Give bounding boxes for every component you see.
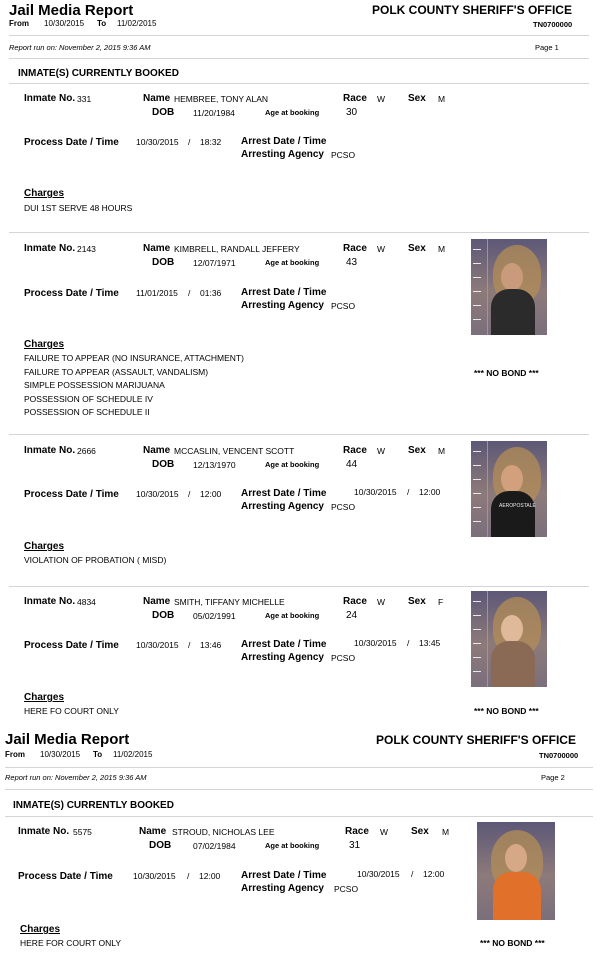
process-slash: / (188, 489, 191, 499)
process-slash: / (188, 288, 191, 298)
race-value: W (377, 94, 386, 104)
arrest-label: Arrest Date / Time (241, 136, 327, 147)
inmate-no-label: Inmate No. (24, 596, 76, 607)
dob-label: DOB (152, 610, 175, 621)
charge-item: HERE FO COURT ONLY (24, 706, 119, 716)
process-date: 11/01/2015 (136, 288, 178, 298)
report-title: Jail Media Report (9, 2, 134, 19)
inmate-name: SMITH, TIFFANY MICHELLE (174, 597, 285, 607)
from-date: 10/30/2015 (44, 19, 85, 28)
age-value: 44 (346, 459, 358, 470)
shirt-logo-text: AEROPOSTALE (499, 503, 536, 509)
process-slash: / (187, 871, 190, 881)
process-time: 12:00 (200, 489, 222, 499)
process-slash: / (188, 137, 191, 147)
charge-item: SIMPLE POSSESSION MARIJUANA (24, 380, 165, 390)
to-label: To (93, 750, 103, 759)
charge-item: VIOLATION OF PROBATION ( MISD) (24, 555, 167, 565)
sex-value: M (438, 94, 446, 104)
report-run: Report run on: November 2, 2015 9:36 AM (5, 773, 147, 782)
agency-value: PCSO (331, 502, 356, 512)
charges-heading: Charges (24, 692, 65, 703)
arrest-label: Arrest Date / Time (241, 488, 327, 499)
sex-label: Sex (408, 243, 426, 254)
race-label: Race (343, 243, 367, 254)
race-value: W (377, 244, 386, 254)
arrest-label: Arrest Date / Time (241, 287, 327, 298)
inmate-no-label: Inmate No. (24, 93, 76, 104)
agency-label: Arresting Agency (241, 149, 324, 160)
page-number: Page 2 (541, 773, 565, 782)
office-name: POLK COUNTY SHERIFF'S OFFICE (376, 733, 576, 747)
from-label: From (5, 750, 25, 759)
mugshot-photo (471, 591, 547, 687)
agency-value: PCSO (334, 884, 359, 894)
header-divider (5, 789, 593, 790)
inmate-no: 2143 (77, 244, 96, 254)
header-divider (9, 35, 589, 36)
bond-status: *** NO BOND *** (474, 706, 539, 716)
arrest-slash: / (407, 638, 410, 648)
charges-heading: Charges (24, 541, 65, 552)
age-value: 31 (349, 840, 361, 851)
arrest-slash: / (411, 869, 414, 879)
agency-value: PCSO (331, 301, 356, 311)
age-label: Age at booking (265, 460, 320, 469)
sex-value: M (438, 446, 446, 456)
process-date: 10/30/2015 (136, 489, 179, 499)
dob-label: DOB (149, 840, 172, 851)
race-label: Race (343, 445, 367, 456)
bond-status: *** NO BOND *** (480, 938, 545, 948)
charge-item: HERE FOR COURT ONLY (20, 938, 122, 948)
charge-item: FAILURE TO APPEAR (ASSAULT, VANDALISM) (24, 366, 209, 377)
race-value: W (377, 446, 386, 456)
age-label: Age at booking (265, 108, 320, 117)
dob-label: DOB (152, 459, 175, 470)
inmate-no: 331 (77, 94, 92, 104)
race-label: Race (343, 93, 367, 104)
inmate-no: 4834 (77, 597, 96, 607)
sex-label: Sex (408, 596, 426, 607)
bond-status: *** NO BOND *** (474, 368, 539, 378)
agency-value: PCSO (331, 653, 356, 663)
arrest-date: 10/30/2015 (354, 638, 397, 648)
age-label: Age at booking (265, 841, 320, 850)
section-title: INMATE(S) CURRENTLY BOOKED (13, 800, 174, 811)
report-title: Jail Media Report (5, 731, 130, 748)
inmate-no: 5575 (73, 827, 92, 837)
race-label: Race (345, 826, 369, 837)
inmate-no-label: Inmate No. (18, 826, 70, 837)
process-time: 13:46 (200, 640, 222, 650)
name-label: Name (143, 243, 171, 254)
header-divider (5, 767, 593, 768)
mugshot-photo (477, 822, 555, 920)
dob-label: DOB (152, 107, 175, 118)
age-value: 30 (346, 107, 358, 118)
process-time: 01:36 (200, 288, 222, 298)
charges-heading: Charges (24, 339, 65, 350)
race-value: W (380, 827, 389, 837)
charge-item: DUI 1ST SERVE 48 HOURS (24, 203, 133, 213)
arrest-time: 12:00 (423, 869, 445, 879)
name-label: Name (139, 826, 167, 837)
inmate-no-label: Inmate No. (24, 243, 76, 254)
arrest-slash: / (407, 487, 410, 497)
page-number: Page 1 (535, 43, 559, 52)
sex-value: F (438, 597, 444, 607)
dob-value: 11/20/1984 (193, 108, 235, 118)
inmate-name: MCCASLIN, VENCENT SCOTT (174, 446, 295, 456)
charges-heading: Charges (24, 188, 65, 199)
name-label: Name (143, 93, 171, 104)
report-run: Report run on: November 2, 2015 9:36 AM (9, 43, 151, 52)
section-divider (5, 816, 593, 817)
process-date: 10/30/2015 (136, 137, 179, 147)
inmate-name: HEMBREE, TONY ALAN (174, 94, 269, 104)
office-name: POLK COUNTY SHERIFF'S OFFICE (372, 3, 572, 17)
race-label: Race (343, 596, 367, 607)
process-date: 10/30/2015 (136, 640, 179, 650)
inmate-name: STROUD, NICHOLAS LEE (172, 827, 275, 837)
charges-heading: Charges (20, 924, 61, 935)
process-label: Process Date / Time (24, 288, 119, 299)
process-slash: / (188, 640, 191, 650)
process-time: 12:00 (199, 871, 221, 881)
dob-value: 12/13/1970 (193, 460, 236, 470)
agency-label: Arresting Agency (241, 652, 324, 663)
dob-value: 12/07/1971 (193, 258, 236, 268)
process-date: 10/30/2015 (133, 871, 176, 881)
inmate-name: KIMBRELL, RANDALL JEFFERY (174, 244, 300, 254)
process-label: Process Date / Time (18, 871, 113, 882)
name-label: Name (143, 596, 171, 607)
age-label: Age at booking (265, 258, 320, 267)
agency-label: Arresting Agency (241, 883, 324, 894)
arrest-time: 13:45 (419, 638, 441, 648)
record-divider (9, 434, 589, 435)
sex-label: Sex (408, 93, 426, 104)
agency-code: TN0700000 (533, 20, 573, 29)
sex-value: M (438, 244, 446, 254)
arrest-label: Arrest Date / Time (241, 639, 327, 650)
sex-label: Sex (411, 826, 429, 837)
dob-value: 05/02/1991 (193, 611, 236, 621)
process-label: Process Date / Time (24, 640, 119, 651)
process-label: Process Date / Time (24, 137, 119, 148)
arrest-date: 10/30/2015 (354, 487, 397, 497)
header-divider (9, 58, 589, 59)
to-date: 11/02/2015 (113, 750, 153, 759)
age-value: 24 (346, 610, 358, 621)
dob-value: 07/02/1984 (193, 841, 236, 851)
record-divider (9, 232, 589, 233)
name-label: Name (143, 445, 171, 456)
section-title: INMATE(S) CURRENTLY BOOKED (18, 68, 179, 79)
to-date: 11/02/2015 (117, 19, 157, 28)
arrest-time: 12:00 (419, 487, 441, 497)
mugshot-photo (471, 239, 547, 335)
charge-item: POSSESSION OF SCHEDULE IV (24, 393, 153, 404)
agency-label: Arresting Agency (241, 300, 324, 311)
agency-label: Arresting Agency (241, 501, 324, 512)
record-divider (9, 586, 589, 587)
inmate-no-label: Inmate No. (24, 445, 76, 456)
charge-item: FAILURE TO APPEAR (NO INSURANCE, ATTACHMENT) (24, 353, 244, 363)
age-value: 43 (346, 257, 358, 268)
sex-value: M (442, 827, 450, 837)
mugshot-photo (471, 441, 547, 537)
from-label: From (9, 19, 29, 28)
inmate-no: 2666 (77, 446, 96, 456)
from-date: 10/30/2015 (40, 750, 81, 759)
arrest-date: 10/30/2015 (357, 869, 400, 879)
charge-item: POSSESSION OF SCHEDULE II (24, 407, 150, 417)
sex-label: Sex (408, 445, 426, 456)
to-label: To (97, 19, 107, 28)
age-label: Age at booking (265, 611, 320, 620)
process-label: Process Date / Time (24, 489, 119, 500)
arrest-label: Arrest Date / Time (241, 870, 327, 881)
section-divider (9, 83, 589, 84)
agency-code: TN0700000 (539, 751, 579, 760)
agency-value: PCSO (331, 150, 356, 160)
process-time: 18:32 (200, 137, 222, 147)
dob-label: DOB (152, 257, 175, 268)
race-value: W (377, 597, 386, 607)
